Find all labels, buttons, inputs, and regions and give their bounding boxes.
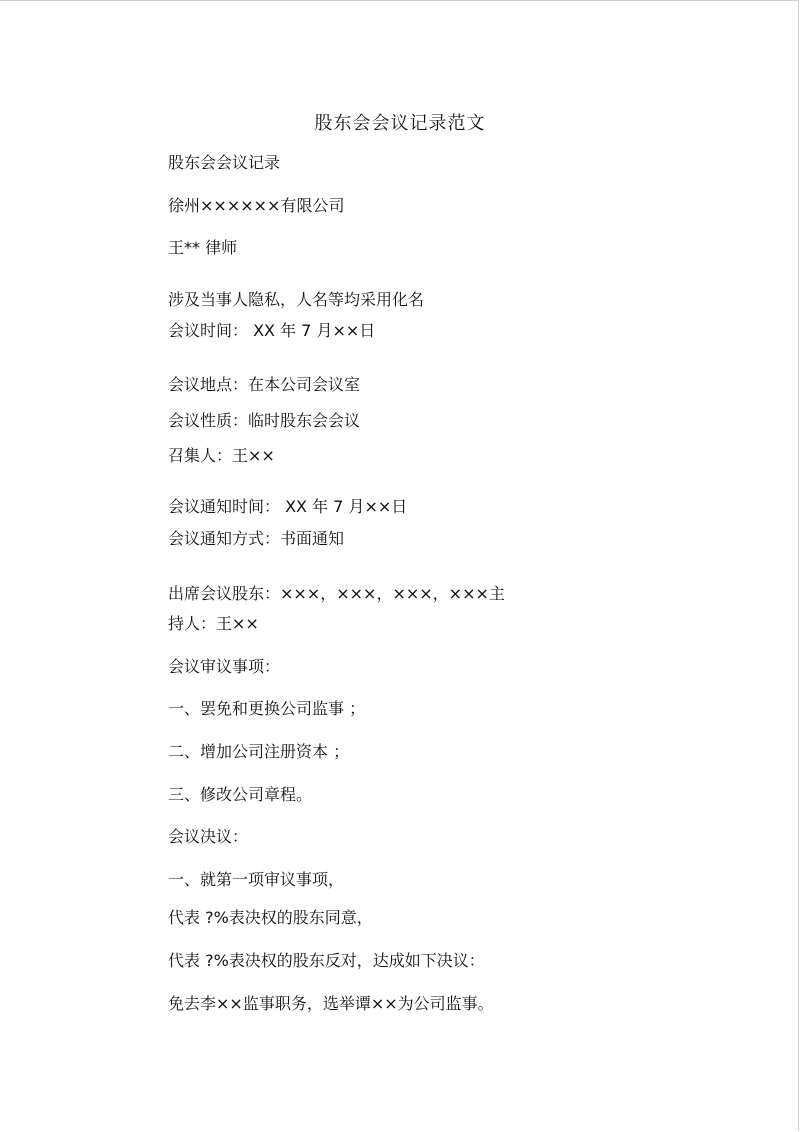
text-line-agenda-item-3: 三、修改公司章程。	[168, 785, 313, 804]
text-line-notice-method: 会议通知方式：书面通知	[168, 529, 345, 548]
text-line-resolution-heading: 会议决议：	[168, 827, 249, 846]
text-line-agenda-item-2: 二、增加公司注册资本 ；	[168, 742, 350, 761]
document-title: 股东会会议记录范文	[314, 113, 486, 134]
text-line-attendees: 出席会议股东：×××，×××，×××，×××主	[168, 584, 505, 603]
text-line-agenda-item-1: 一、罢免和更换公司监事 ；	[168, 699, 366, 718]
text-line-vote-oppose: 代表 ?%表决权的股东反对，达成如下决议：	[168, 951, 485, 970]
text-line-meeting-time: 会议时间： XX 年 7 月××日	[168, 321, 376, 340]
text-line-vote-approve: 代表 ?%表决权的股东同意，	[168, 908, 373, 927]
text-line-host: 持人：王××	[168, 614, 259, 633]
text-line-meeting-place: 会议地点：在本公司会议室	[168, 375, 361, 394]
text-line-resolution-item-1: 一、就第一项审议事项，	[168, 870, 345, 889]
text-line-resolution-result: 免去李××监事职务，选举谭××为公司监事。	[168, 994, 494, 1013]
text-line-heading: 股东会会议记录	[168, 153, 281, 172]
text-line-privacy-note: 涉及当事人隐私，人名等均采用化名	[168, 290, 425, 309]
text-line-meeting-nature: 会议性质：临时股东会会议	[168, 411, 361, 430]
text-line-author: 王** 律师	[168, 238, 238, 257]
text-line-convener: 召集人：王××	[168, 446, 275, 465]
text-line-agenda-heading: 会议审议事项：	[168, 657, 281, 676]
text-line-notice-time: 会议通知时间： XX 年 7 月××日	[168, 497, 408, 516]
text-line-company: 徐州××××××有限公司	[168, 196, 345, 215]
